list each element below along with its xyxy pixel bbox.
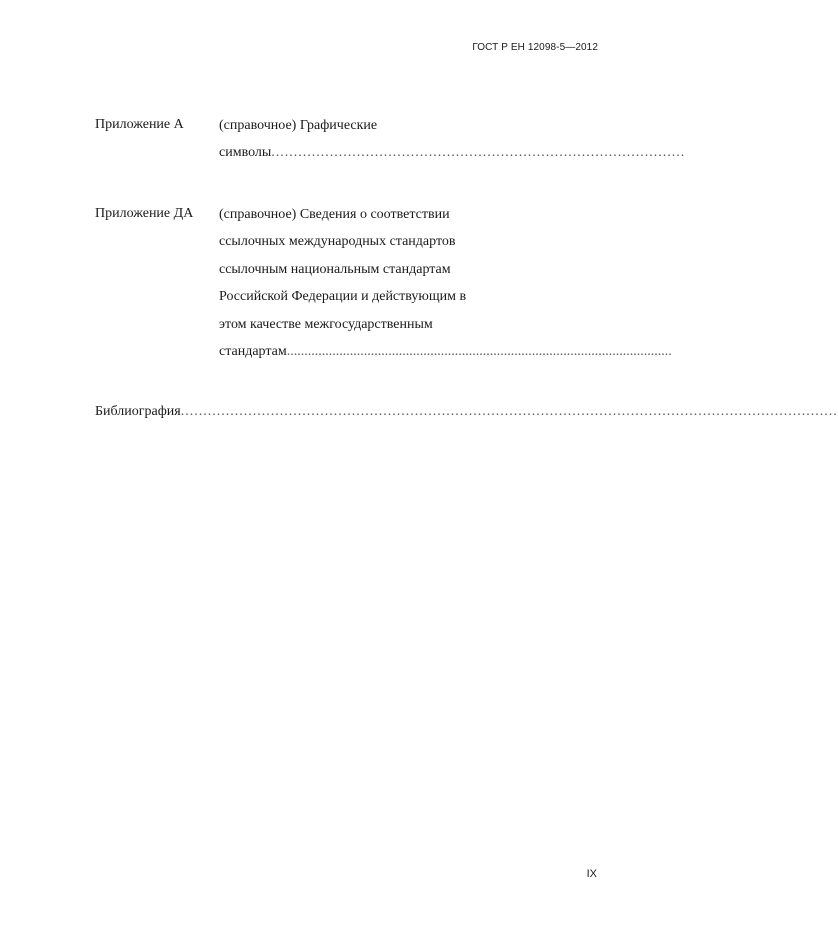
toc-line: стандартам [219, 343, 287, 359]
toc-line: этом качестве межгосударственным [219, 316, 433, 332]
dot-leader: .............................................................................................................. [286, 343, 672, 359]
toc-line-with-leader [219, 144, 686, 171]
toc-line-with-leader [219, 343, 672, 370]
toc-label-appendix-a: Приложение А [95, 117, 184, 132]
toc-label-appendix-da: Приложение ДА [95, 206, 194, 221]
dot-leader: .................................................................................................................................................. [180, 404, 838, 419]
page-number: IX [586, 868, 597, 880]
toc-title-appendix-a [219, 117, 686, 172]
toc-line: ссылочных международных стандартов [219, 234, 456, 250]
toc-line: ссылочным национальным стандартам [219, 261, 451, 277]
document-code: ГОСТ Р ЕН 12098-5—2012 [472, 42, 598, 53]
toc-line: (справочное) Графические [219, 118, 378, 133]
toc-label-bibliography: Библиография [95, 404, 181, 419]
toc-line-with-leader [95, 403, 838, 430]
toc-line: символы [219, 145, 272, 161]
dot-leader: ............................................................................................ [271, 145, 686, 161]
toc-line: Российской Федерации и действующим в [219, 289, 467, 305]
toc-entry-bibliography [95, 403, 838, 430]
toc-line: (справочное) Сведения о соответствии [219, 207, 450, 222]
toc-title-appendix-da [219, 206, 672, 370]
